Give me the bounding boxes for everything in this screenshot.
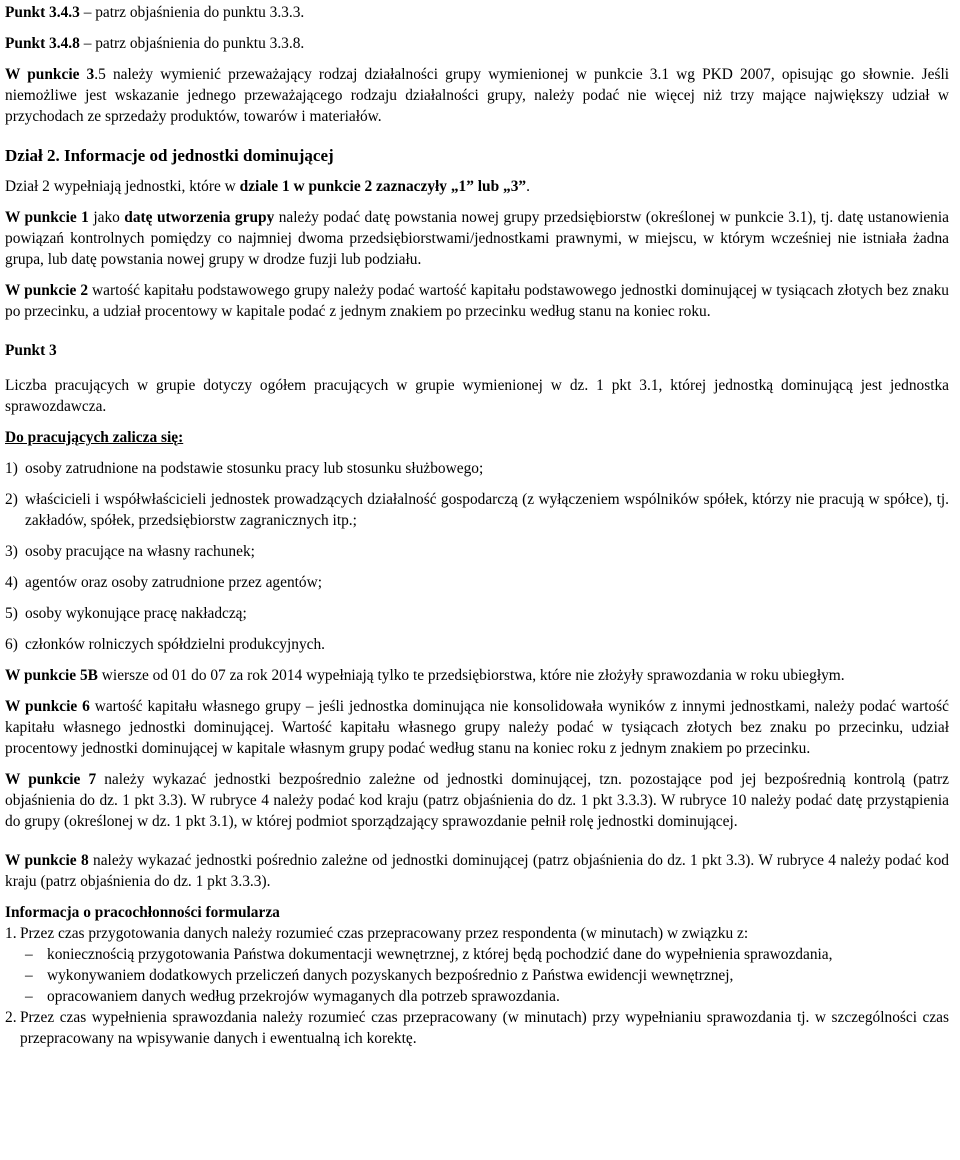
punkt-3-heading: Punkt 3 bbox=[5, 342, 57, 359]
punkt-3-4-8: Punkt 3.4.8 – patrz objaśnienia do punktu 3.3.8. bbox=[5, 35, 305, 52]
info-heading: Informacja o pracochłonności formularza bbox=[5, 904, 280, 921]
punkt-5b-paragraph: W punkcie 5B wiersze od 01 do 07 za rok 2014 wypełniają tylko te przedsiębiorstwa, które nie złożyły sprawozdania w roku ubiegłym. bbox=[5, 667, 845, 684]
punkt-6-paragraph: W punkcie 6 wartość kapitału własnego grupy – jeśli jednostka dominująca nie konsolidowała wyników z innymi jednostkami, należy podać wartość kapitału własnego jednostki dominującej. Wartość kapitału własnego grupy należy podać w tysiącach złotych bez znaku po przecinku, udział procentowy jednostki dominującej w kapitale własnym grupy podać według stanu na koniec roku z jednym znakiem po przecinku. bbox=[5, 698, 949, 757]
punkt-3-4-3: Punkt 3.4.3 – patrz objaśnienia do punktu 3.3.3. bbox=[5, 4, 305, 21]
punkt-3-5-paragraph: W punkcie 3.5 należy wymienić przeważający rodzaj działalności grupy wymienionej w punkcie 3.1 wg PKD 2007, opisując go słownie. Jeśli niemożliwe jest wskazanie jednego przeważającego rodzaju działalności grupy, należy podać nie więcej niż trzy mające największy udział w przychodach ze sprzedaży produktów, towarów i materiałów. bbox=[5, 66, 949, 125]
section-2-heading: Dział 2. Informacje od jednostki dominującej bbox=[5, 146, 334, 165]
punkt-7-paragraph: W punkcie 7 należy wykazać jednostki bezpośrednio zależne od jednostki dominującej, tzn. pozostające pod jej bezpośrednią kontrolą (patrz objaśnienia do dz. 1 pkt 3.3). W rubryce 4 należy podać kod kraju (patrz objaśnienia do dz. 1 pkt 3.3.3). W rubryce 10 należy podać datę przystąpienia do grupy (określonej w dz. 1 pkt 3.1), w której podmiot sporządzający sprawozdanie pełnił rolę jednostki dominującej. bbox=[5, 771, 949, 830]
dash-item: – wykonywaniem dodatkowych przeliczeń danych pozyskanych bezpośrednio z Państwa ewidencji wewnętrznej, bbox=[25, 967, 734, 984]
info-item-2: 2. Przez czas wypełnienia sprawozdania należy rozumieć czas przepracowany (w minutach) przy wypełnianiu sprawozdania tj. w szczególności czas przepracowany na wpisywanie danych i ewentualną ich korektę. bbox=[5, 1009, 949, 1047]
list-item: 1) osoby zatrudnione na podstawie stosunku pracy lub stosunku służbowego; bbox=[5, 460, 484, 477]
punkt-2-paragraph: W punkcie 2 wartość kapitału podstawowego grupy należy podać wartość kapitału podstawowego jednostki dominującej w tysiącach złotych bez znaku po przecinku, a udział procentowy w kapitale podać z jednym znakiem po przecinku według stanu na koniec roku. bbox=[5, 282, 949, 320]
info-item-1: 1. Przez czas przygotowania danych należy rozumieć czas przepracowany przez respondenta (w minutach) w związku z: bbox=[5, 925, 749, 942]
punkt-8-paragraph: W punkcie 8 należy wykazać jednostki pośrednio zależne od jednostki dominującej (patrz objaśnienia do dz. 1 pkt 3.3). W rubryce 4 należy podać kod kraju (patrz objaśnienia do dz. 1 pkt 3.3.3). bbox=[5, 852, 949, 890]
list-item: 2) właścicieli i współwłaścicieli jednostek prowadzących działalność gospodarczą (z wyłączeniem wspólników spółek, którzy nie pracują w spółce), tj. zakładów, spółek, przedsiębiorstw zagranicznych itp.; bbox=[5, 491, 949, 529]
list-item: 4) agentów oraz osoby zatrudnione przez agentów; bbox=[5, 574, 323, 591]
dash-item: – opracowaniem danych według przekrojów wymaganych dla potrzeb sprawozdania. bbox=[25, 988, 560, 1005]
dash-item: – koniecznością przygotowania Państwa dokumentacji wewnętrznej, z której będą pochodzić dane do wypełnienia sprawozdania, bbox=[25, 946, 833, 963]
section-2-intro: Dział 2 wypełniają jednostki, które w dziale 1 w punkcie 2 zaznaczyły „1” lub „3”. bbox=[5, 178, 530, 195]
list-item: 5) osoby wykonujące pracę nakładczą; bbox=[5, 605, 247, 622]
list-item: 6) członków rolniczych spółdzielni produkcyjnych. bbox=[5, 636, 326, 653]
workers-intro: Do pracujących zalicza się: bbox=[5, 429, 184, 446]
punkt-3-paragraph: Liczba pracujących w grupie dotyczy ogółem pracujących w grupie wymienionej w dz. 1 pkt 3.1, której jednostką dominującą jest jednostka sprawozdawcza. bbox=[5, 377, 949, 415]
punkt-1-paragraph: W punkcie 1 jako datę utworzenia grupy należy podać datę powstania nowej grupy przedsiębiorstw (określonej w punkcie 3.1), tj. datę ustanowienia powiązań kontrolnych pomiędzy co najmniej dwoma przedsiębiorstwami/jednostkami prawnymi, w miejscu, w którym wcześniej nie istniała żadna grupa, lub datę powstania nowej grupy w drodze fuzji lub podziału. bbox=[5, 209, 949, 268]
list-item: 3) osoby pracujące na własny rachunek; bbox=[5, 543, 255, 560]
